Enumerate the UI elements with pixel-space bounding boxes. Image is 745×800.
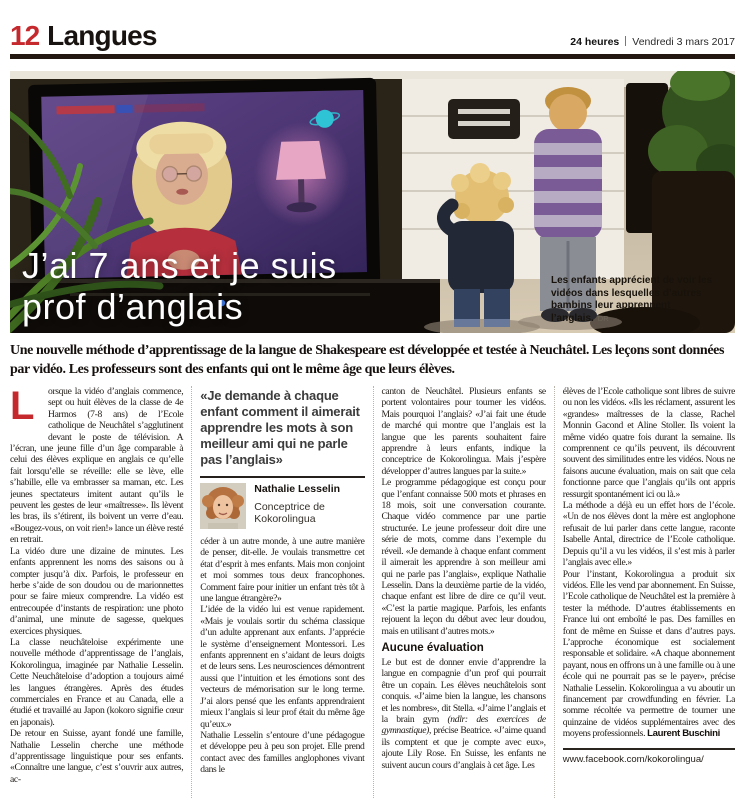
bio-avatar — [200, 483, 246, 529]
bio-title: Conceptrice de Kokorolingua — [254, 501, 325, 525]
standfirst: Une nouvelle méthode d’apprentissage de la langue de Shakespeare est développée et testée à Neuchâtel. Les leçons sont données par vidéo. Les professeurs sont des enfants qui ont le même âge que leurs élèves. — [10, 343, 724, 377]
divider — [625, 36, 626, 46]
body-paragraph: canton de Neuchâtel. Plusieurs enfants se portent volontaires pour tourner les vidéos. Mais pourquoi l’anglais? «J’ai fait une étude de marché qui montre que l’anglais est la langue que les parents souhaitent faire apprendre à leurs enfants, indique la conceptrice de Kokorolingua. Mais j’espère développer d’autres langues par la suite.» — [381, 386, 546, 477]
body-paragraph: Pour l’instant, Kokorolingua a produit six vidéos. Elle les vend par abonnement. En Suisse, l’Ecole catholique de Neuchâtel est la première à tester la méthode. D’autres établissements en France lui ont emboîté le pas. Des familles en font de même en Suisse et dans d’autres pays. L’approche économique est socialement responsable et solidaire. «A chaque abonnement payant, nous en offrons un à une famille ou à une école qui ne pourrait pas se le payer», précise Nathalie Lesselin. Kokorolingua a vu aboutir un financement par crowdfunding en février. La somme récoltée va permettre de tourner une quinzaine de vidéos supplémentaires avec des moyens professionnels. Laurent Buschini — [562, 568, 735, 740]
article-columns — [10, 386, 735, 798]
issue-date: Vendredi 3 mars 2017 — [632, 36, 735, 48]
footer-link-block — [563, 748, 735, 765]
body-paragraph: élèves de l’Ecole catholique sont libres de suivre ou non les vidéos. «Ils les réclament, assurent les «grandes» maîtresses de la classe, Rachel Monnin Gacond et Aline Stoller. Ils voient la même vidéo quatre fois durant la semaine. Ils comprennent ce qu’ils peuvent, ils découvrent souvent des similitudes entre les vidéos. Nous ne faisons aucune évaluation, mais on sait que cela fonctionne parce que l’anglais qu’ils ont appris ressurgit spontanément ici ou là.» — [562, 386, 735, 500]
author-byline: Laurent Buschini — [647, 728, 720, 740]
photo-caption: Les enfants apprécient de voir les vidéos dans lesquelles d’autres bambins leur apprennent l’anglais. DR — [551, 275, 713, 324]
body-paragraph: céder à un autre monde, à une autre manière de penser, dit-elle. Je voulais transmettre cet état d’esprit à mes enfants. Mais mon conjoint et moi sommes tous deux francophones. Comment faire pour initier un enfant très tôt à une langue étrangère?» — [200, 536, 365, 605]
facebook-link[interactable]: www.facebook.com/kokorolingua/ — [562, 753, 704, 765]
body-paragraph: La classe neuchâteloise expérimente une nouvelle méthode d’apprentissage de l’anglais, Kokorolingua, imaginée par Nathalie Lesselin. Cette Neuchâteloise d’adoption a toujours aimé les langues étrangères. Après des études commerciales en France et au Canada, elle a étudié et travaillé au Japon (kokoro signifie cœur en japonais). — [10, 636, 184, 728]
headline-line-1: J’ai 7 ans et je suis — [22, 245, 337, 286]
vent-panel — [448, 99, 520, 139]
child-toddler — [443, 163, 514, 327]
headline — [22, 245, 337, 327]
section-subhead: Aucune évaluation — [381, 641, 484, 654]
body-paragraph: L’idée de la vidéo lui est venue rapidement. «Mais je voulais sortir du schéma classique d’un adulte apprenant aux enfants. J’apprécie le système d’enseignement Montessori. Les enfants apprennent en s’aidant de leurs doigts et de leurs sens. Les neurosciences démontrent aussi que l’intuition et les émotions sont des vecteurs de mémorisation sur le long terme. J’ai alors pensé que les enfants apprendraient mieux l’anglais si leur prof était du même âge qu’eux.» — [200, 604, 365, 730]
page-header — [10, 0, 735, 50]
bio-card — [200, 476, 364, 529]
page-number: 12 — [10, 20, 40, 51]
body-paragraph: La vidéo dure une dizaine de minutes. Les enfants apprennent les noms des saisons ou à compter jusqu’à dix. Parfois, le professeur en herbe s’aide de son doudou ou de marionnettes pour se faire mieux comprendre. La vidéo est entrecoupée d’instants de respiration: une photo d’animal, une minute de sagesse, quelques exercices physiques. — [10, 545, 184, 637]
column-1 — [10, 386, 191, 798]
masthead-date — [570, 36, 735, 50]
column-2 — [191, 386, 372, 798]
body-paragraph: Le programme pédagogique est conçu pour que l’enfant connaisse 500 mots et phrases en 18 mois, soit une conversation courante. Chaque vidéo commence par une partie structurée. Le jeune professeur doit dire une série de mots, comme dans l’exemple du réveil. «Je demande à chaque enfant comment il aimerait les apprendre à son meilleur ami qui ne parle pas l’anglais», explique Nathalie Lesselin. Dans la deuxième partie de la vidéo, chaque enfant est libre de dire ce qu’il veut. «C’est la partie magique. Parfois, les enfants rejouent la leçon du début avec leur doudou, mais en utilisant d’autres mots.» — [381, 477, 546, 637]
header-rule — [10, 54, 735, 59]
body-paragraph: Le but est de donner envie d’apprendre la langue en compagnie d’un prof qui pourrait être un copain. Les élèves neuchâtelois sont conquis. «J’aime bien la langue, les chansons et les nombres», dit Stella. «J’aime l’anglais et la brain gym (ndlr: des exercices de gymnastique), précise Beatrice. «J’aime quand ils comptent et que je compte avec eux», ajoute Lily Rose. En Suisse, les enfants ne suivent aucun cours d’anglais à cet âge. Les — [381, 656, 546, 771]
masthead: 24 heures — [570, 36, 620, 48]
body-paragraph: De retour en Suisse, ayant fondé une famille, Nathalie Lesselin cherche une méthode d’apprentissage linguistique pour ses enfants. «Connaître une langue, c’est s’ouvrir aux autres, ac- — [10, 728, 184, 785]
column-4 — [554, 386, 735, 798]
column-3 — [373, 386, 554, 798]
pull-quote: «Je demande à chaque enfant comment il aimerait apprendre les mots à son meilleur ami qui ne parle pas l’anglais» — [200, 388, 360, 467]
body-paragraph: Nathalie Lesselin s’entoure d’une pédagogue et développe peu à peu son projet. Elle prend contact avec des familles anglophones vivant dans le — [200, 729, 365, 776]
photo-credit: DR — [597, 313, 609, 323]
bio-name: Nathalie Lesselin — [254, 483, 341, 495]
section-title: Langues — [47, 20, 157, 51]
bio-rule — [200, 476, 364, 478]
headline-line-2: prof d’anglais — [22, 286, 244, 327]
bio-portrait — [200, 483, 246, 529]
body-paragraph: L orsque la vidéo d’anglais commence, sept ou huit élèves de la classe de 4e Harmos (7-8 ans) de l’Ecole catholique de Neuchâtel s’agglutinent devant le poste de télévision. A l’écran, une jeune fille d’un âge comparable à celui des élèves explique en anglais ce qu’elle fait lorsqu’elle se réveille: elle se lève, elle s’habille, elle va embrasser sa maman, etc. Les jeunes spectateurs imitent autant qu’ils le peuvent les gestes de leur «maîtresse». Ils lèvent les bras, ils s’étirent, ils boivent un verre d’eau. «Bougez-vous, on voit rien!» lance un élève resté en retrait. — [10, 386, 184, 546]
footer-rule — [563, 748, 735, 750]
drop-cap: L — [10, 386, 35, 428]
italic-note: (ndlr: des exercices de gymnastique) — [381, 713, 546, 737]
hero-photo — [10, 71, 735, 333]
body-paragraph: La méthode a déjà eu un effet hors de l’école. «Un de nos élèves dont la mère est anglophone refusait de lui parler dans cette langue, raconte Isabelle Antal, directrice de l’Ecole catholique. Depuis qu’il a vu les vidéos, il s’est mis à parler l’anglais avec elle.» — [562, 500, 735, 569]
